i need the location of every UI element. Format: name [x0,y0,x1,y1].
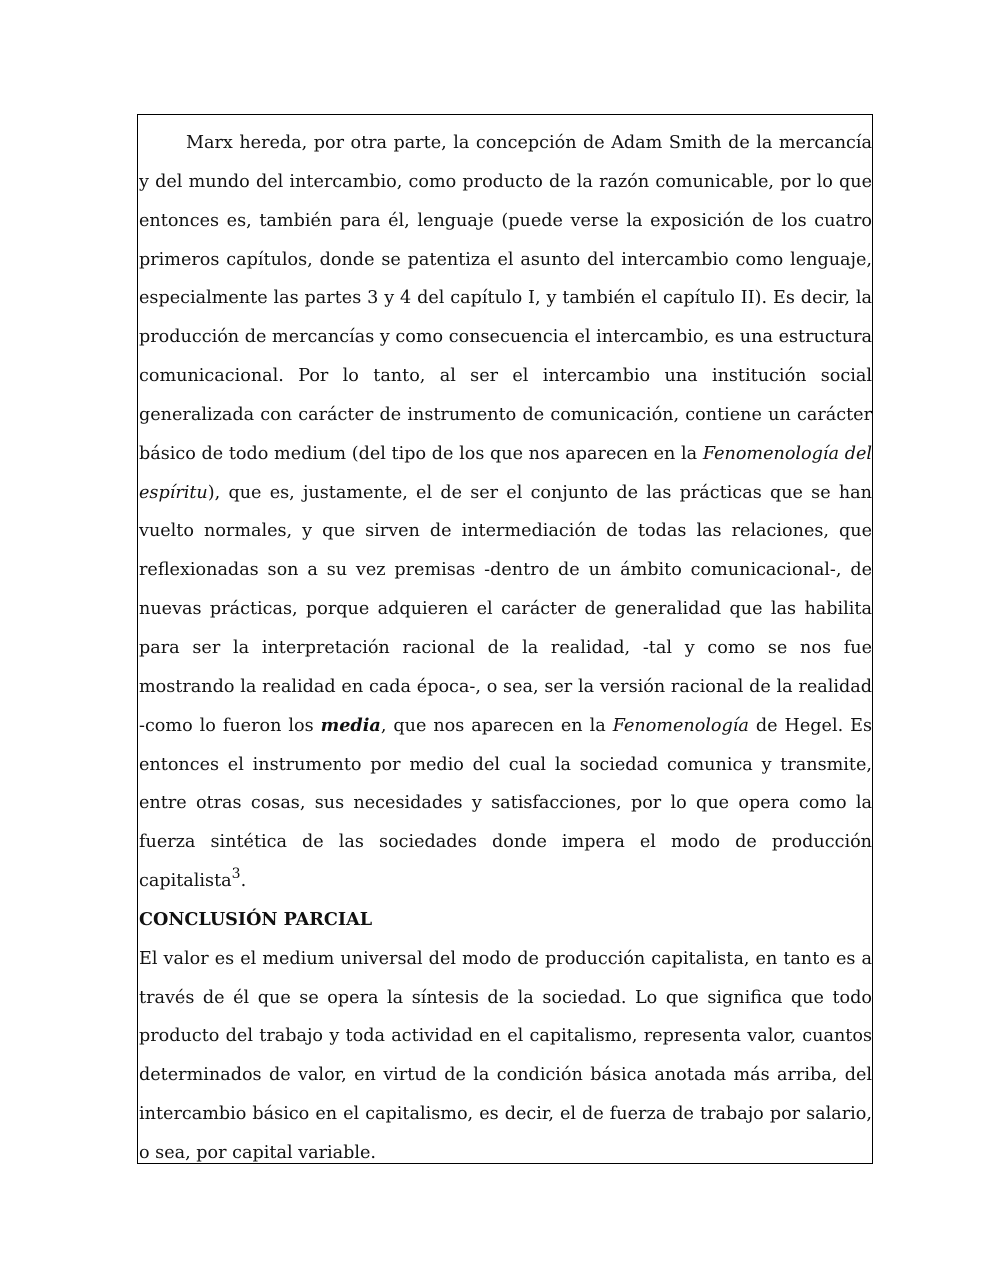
bold-italic-term: media [320,714,381,736]
footnote-reference[interactable]: 3 [231,866,241,883]
paragraph-text: de Hegel. Es entonces el instrumento por medio del cual la sociedad comunica y transmite, entre otras cosas, sus necesidades y satisfacciones, por lo que opera como la fuerza sintética de las sociedades donde impera el modo de producción capitalista [139,715,873,892]
document-body [139,124,872,1173]
italic-title: Fenomenología [612,715,749,736]
paragraph-text: , que nos aparecen en la [380,715,613,736]
paragraph-text: . [240,871,247,892]
paragraph-marx-intercambio [139,124,872,901]
section-heading: CONCLUSIÓN PARCIAL [139,908,373,930]
paragraph-text: ), que es, justamente, el de ser el conjunto de las prácticas que se han vuelto normales, y que sirven de intermediación de todas las relaciones, que reflexionadas son a su vez premisas -dentro de un ámbito comunicacional-, de nuevas prácticas, porque adquieren el carácter de generalidad que las habilita para ser la interpretación racional de la realidad, -tal y como se nos fue mostrando la realidad en cada época-, o sea, ser la versión racional de la realidad -como lo fueron los [139,482,872,736]
italic-title: Fenomenología del espíritu [139,443,872,503]
paragraph-text: Marx hereda, por otra parte, la concepción de Adam Smith de la mercancía y del mundo del intercambio, como producto de la razón comunicable, por lo que entonces es, también para él, lenguaje (puede verse la exposición de los cuatro primeros capítulos, donde se patentiza el asunto del intercambio como lenguaje, especialmente las partes 3 y 4 del capítulo I, y también el capítulo II). Es decir, la producción de mercancías y como consecuencia el intercambio, es una estructura comunicacional. Por lo tanto, al ser el intercambio una institución social generalizada con carácter de instrumento de comunicación, contiene un carácter básico de todo medium (del tipo de los que nos aparecen en la [139,133,872,464]
paragraph-conclusion: El valor es el medium universal del modo de producción capitalista, en tanto es a través de él que se opera la síntesis de la sociedad. Lo que significa que todo producto del trabajo y toda actividad en el capitalismo, representa valor, cuantos determinados de valor, en virtud de la condición básica anotada más arriba, del intercambio básico en el capitalismo, es decir, el de fuerza de trabajo por salario, o sea, por capital variable. [139,948,872,1163]
